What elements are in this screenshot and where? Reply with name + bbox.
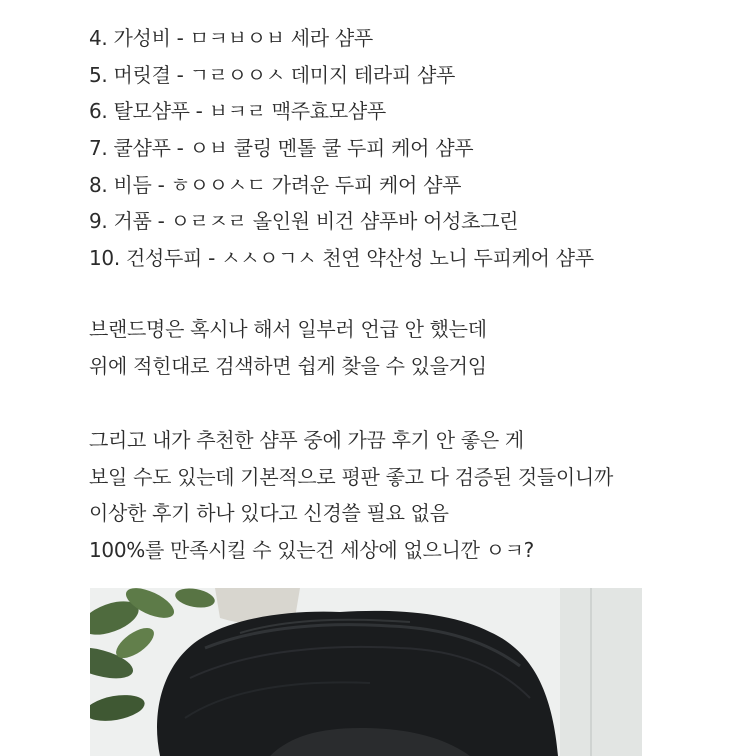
paragraph-line: 이상한 후기 하나 있다고 신경쓸 필요 없음 bbox=[89, 501, 449, 526]
hair-photo bbox=[90, 588, 642, 756]
brand-note-paragraph bbox=[89, 311, 487, 384]
paragraph-line: 보일 수도 있는데 기본적으로 평판 좋고 다 검증된 것들이니까 bbox=[89, 464, 613, 489]
shampoo-recommendation-list bbox=[89, 20, 594, 277]
paragraph-line: 브랜드명은 혹시나 해서 일부러 언급 안 했는데 bbox=[89, 317, 487, 341]
review-note-paragraph bbox=[89, 422, 613, 569]
paragraph-line: 100%를 만족시킬 수 있는건 세상에 없으니깐 ㅇㅋ? bbox=[89, 538, 534, 563]
list-item: 6. 탈모샴푸 - ㅂㅋㄹ 맥주효모샴푸 bbox=[89, 99, 386, 124]
paragraph-line: 그리고 내가 추천한 샴푸 중에 가끔 후기 안 좋은 게 bbox=[89, 428, 524, 452]
list-item: 10. 건성두피 - ㅅㅅㅇㄱㅅ 천연 약산성 노니 두피케어 샴푸 bbox=[89, 246, 594, 271]
list-item: 5. 머릿결 - ㄱㄹㅇㅇㅅ 데미지 테라피 샴푸 bbox=[89, 62, 456, 87]
list-item: 7. 쿨샴푸 - ㅇㅂ 쿨링 멘톨 쿨 두피 케어 샴푸 bbox=[89, 136, 474, 161]
list-item: 4. 가성비 - ㅁㅋㅂㅇㅂ 세라 샴푸 bbox=[89, 26, 373, 50]
list-item: 9. 거품 - ㅇㄹㅈㄹ 올인원 비건 샴푸바 어성초그린 bbox=[89, 209, 519, 234]
paragraph-line: 위에 적힌대로 검색하면 쉽게 찾을 수 있을거임 bbox=[89, 353, 487, 378]
list-item: 8. 비듬 - ㅎㅇㅇㅅㄷ 가려운 두피 케어 샴푸 bbox=[89, 172, 462, 197]
